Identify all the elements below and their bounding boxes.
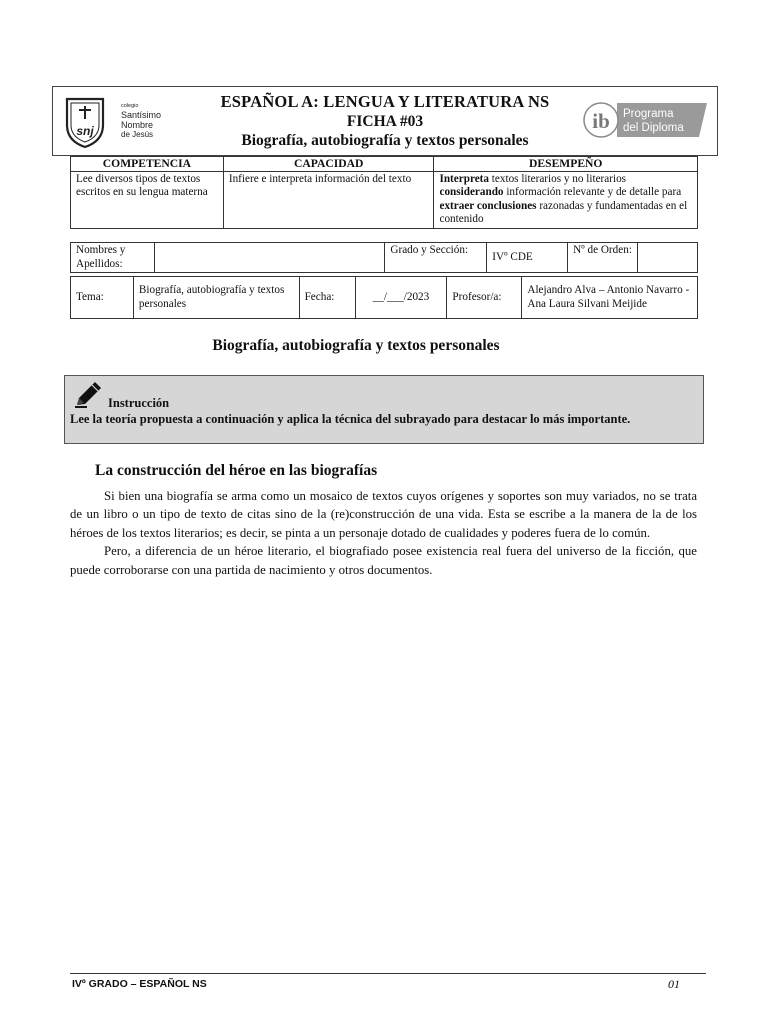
footer-label: IVº GRADO – ESPAÑOL NS (72, 978, 207, 990)
document-title-block (193, 92, 577, 150)
school-logo-word: colegio (121, 103, 139, 109)
tema-label: Tema: (71, 277, 134, 319)
fecha-label: Fecha: (299, 277, 355, 319)
document-topic: Biografía, autobiografía y textos personales (241, 132, 529, 149)
fecha-field[interactable]: __/___/2023 (355, 277, 447, 319)
ib-logo-mark: ib (592, 109, 610, 133)
ib-logo-text: del Diploma (623, 122, 684, 134)
school-logo-word: Santísimo (121, 110, 162, 120)
desempeno-text: textos literarios y no literarios (489, 172, 627, 185)
instruction-label: Instrucción (108, 396, 170, 410)
student-info-table (70, 242, 698, 273)
ficha-number: FICHA #03 (346, 113, 424, 130)
desempeno-text: razonadas y fundamentadas en el contenido (439, 199, 688, 225)
school-logo-initials: snj (76, 124, 94, 138)
document-header (52, 86, 718, 156)
instruction-box (64, 375, 704, 444)
ib-logo-text: Programa (623, 108, 674, 120)
header-competencia: COMPETENCIA (71, 157, 224, 172)
competencia-cell: Lee diversos tipos de textos escritos en su lengua materna (71, 171, 224, 228)
section-heading: Biografía, autobiografía y textos personales (212, 337, 500, 354)
details-table (70, 276, 698, 319)
reading-title: La construcción del héroe en las biografías (95, 462, 378, 479)
school-logo (63, 95, 191, 149)
profesor-value: Alejandro Alva – Antonio Navarro - Ana Laura Silvani Meijide (522, 277, 698, 319)
profesor-label: Profesor/a: (447, 277, 522, 319)
pencil-icon (73, 379, 105, 409)
name-label: Nombres y Apellidos: (71, 243, 155, 273)
grade-value: IVº CDE (487, 243, 568, 273)
paragraph: Si bien una biografía se arma como un mosaico de textos cuyos orígenes y soportes son muy variados, no se trata de un libro o un tipo de texto de citas sino de la (re)construcción de una vida. Esta se escribe a la manera de la de los héroes de los textos literarios; es decir, se pinta a un personaje dotado de cualidades y poderes fuera de lo común. (70, 489, 697, 540)
document-title: ESPAÑOL A: LENGUA Y LITERATURA NS (220, 92, 550, 111)
order-label: Nº de Orden: (568, 243, 638, 273)
ib-logo (581, 99, 711, 141)
tema-value: Biografía, autobiografía y textos personales (133, 277, 299, 319)
paragraph: Pero, a diferencia de un héroe literario, el biografiado posee existencia real fuera del universo de la ficción, que puede corroborarse con una partida de nacimiento y otros documentos. (70, 544, 697, 577)
header-desempeno: DESEMPEÑO (434, 157, 698, 172)
footer-divider (70, 973, 706, 974)
header-capacidad: CAPACIDAD (223, 157, 434, 172)
order-field[interactable] (638, 243, 698, 273)
desempeno-cell (434, 171, 698, 228)
desempeno-bold: considerando (439, 186, 504, 198)
desempeno-text: información relevante y de detalle para (503, 186, 682, 198)
capacidad-cell: Infiere e interpreta información del texto (223, 171, 434, 228)
instruction-text: Lee la teoría propuesta a continuación y aplica la técnica del subrayado para destacar lo más importante. (70, 412, 631, 426)
reading-body (70, 487, 697, 579)
grade-label: Grado y Sección: (385, 243, 487, 273)
desempeno-bold: Interpreta (439, 172, 489, 185)
competencias-table (70, 156, 698, 229)
school-logo-word: de Jesús (121, 130, 154, 139)
desempeno-bold: extraer conclusiones (439, 199, 537, 212)
page-number: 01 (668, 977, 680, 991)
name-field[interactable] (154, 243, 384, 273)
school-logo-word: Nombre (121, 120, 154, 130)
